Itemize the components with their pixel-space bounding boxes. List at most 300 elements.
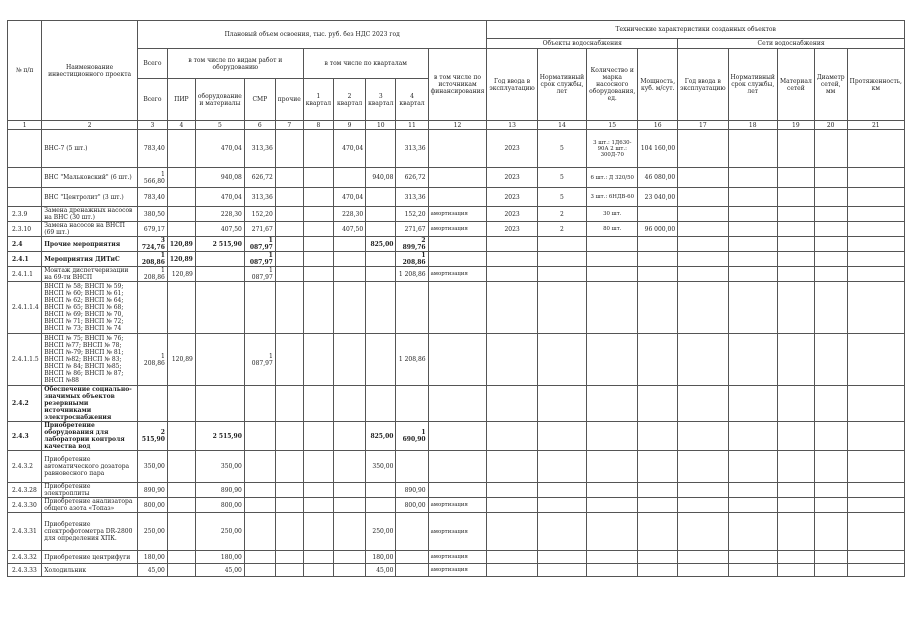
- project-name: Прочие мероприятия: [42, 237, 138, 252]
- pir-value: [167, 207, 195, 222]
- equipment-value: [195, 267, 244, 282]
- header-by-work-types: в том числе по видам работ и оборудованию: [167, 49, 303, 79]
- other-value: [275, 252, 303, 267]
- total-value: 1 208,86: [137, 267, 167, 282]
- network-year: [678, 551, 728, 564]
- network-length: [847, 168, 904, 188]
- equipment-value: 180,00: [195, 551, 244, 564]
- pump-equipment: [587, 267, 638, 282]
- header-planned-volume: Плановый объем освоения, тыс. руб. без НДС 2023 год: [137, 21, 486, 49]
- network-year: [678, 130, 728, 168]
- pir-value: [167, 513, 195, 551]
- network-year: [678, 207, 728, 222]
- q4-value: 313,36: [396, 130, 428, 168]
- pir-value: [167, 422, 195, 451]
- q1-value: [303, 386, 333, 422]
- network-length: [847, 422, 904, 451]
- capacity-value: [638, 422, 678, 451]
- row-number: [8, 188, 42, 207]
- equipment-value: 350,00: [195, 451, 244, 483]
- pir-value: 120,89: [167, 334, 195, 386]
- pir-value: [167, 451, 195, 483]
- col-number: 6: [244, 121, 275, 130]
- q2-value: [334, 282, 366, 334]
- col-number: 20: [814, 121, 847, 130]
- q1-value: [303, 267, 333, 282]
- equipment-value: 2 515,90: [195, 422, 244, 451]
- normative-life: [537, 564, 586, 577]
- header-wo-qty: Количество и марка насосного оборудования, ед.: [587, 49, 638, 121]
- network-year: [678, 168, 728, 188]
- network-diameter: [814, 222, 847, 237]
- table-row: [8, 498, 905, 513]
- row-number: 2.4.1.1: [8, 267, 42, 282]
- q4-value: 152,20: [396, 207, 428, 222]
- network-year: [678, 513, 728, 551]
- table-body: [8, 130, 905, 577]
- q2-value: [334, 386, 366, 422]
- q1-value: [303, 222, 333, 237]
- header-water-objects: Объекты водоснабжения: [487, 39, 678, 49]
- network-material: [777, 188, 814, 207]
- total-value: 890,90: [137, 483, 167, 498]
- pump-equipment: [587, 483, 638, 498]
- equipment-value: 2 515,90: [195, 237, 244, 252]
- col-number: 4: [167, 121, 195, 130]
- row-number: 2.3.9: [8, 207, 42, 222]
- equipment-value: [195, 334, 244, 386]
- network-diameter: [814, 237, 847, 252]
- q4-value: 2 899,76: [396, 237, 428, 252]
- row-number: 2.4.3.2: [8, 451, 42, 483]
- network-year: [678, 386, 728, 422]
- commissioning-year: [487, 513, 537, 551]
- equipment-value: 407,50: [195, 222, 244, 237]
- network-length: [847, 207, 904, 222]
- capacity-value: [638, 551, 678, 564]
- q2-value: [334, 334, 366, 386]
- network-length: [847, 386, 904, 422]
- project-name: ВНС-7 (5 шт.): [42, 130, 138, 168]
- normative-life: [537, 513, 586, 551]
- header-q2: 2 квартал: [334, 79, 366, 121]
- network-material: [777, 564, 814, 577]
- total-value: 350,00: [137, 451, 167, 483]
- capacity-value: [638, 386, 678, 422]
- row-number: 2.4.2: [8, 386, 42, 422]
- col-number: 9: [334, 121, 366, 130]
- network-length: [847, 267, 904, 282]
- pump-equipment: [587, 386, 638, 422]
- commissioning-year: 2023: [487, 222, 537, 237]
- commissioning-year: [487, 237, 537, 252]
- q2-value: 228,30: [334, 207, 366, 222]
- network-material: [777, 386, 814, 422]
- network-material: [777, 130, 814, 168]
- pir-value: [167, 222, 195, 237]
- network-length: [847, 252, 904, 267]
- header-name: Наименование инвестиционного проекта: [42, 21, 138, 121]
- network-normative-life: [728, 422, 777, 451]
- network-material: [777, 498, 814, 513]
- network-normative-life: [728, 386, 777, 422]
- q4-value: [396, 551, 428, 564]
- network-year: [678, 267, 728, 282]
- other-value: [275, 451, 303, 483]
- pump-equipment: [587, 422, 638, 451]
- q4-value: [396, 386, 428, 422]
- header-wn-diameter: Диаметр сетей, мм: [814, 49, 847, 121]
- commissioning-year: 2023: [487, 207, 537, 222]
- smr-value: [244, 386, 275, 422]
- pir-value: [167, 168, 195, 188]
- table-row: [8, 188, 905, 207]
- network-diameter: [814, 252, 847, 267]
- q2-value: [334, 483, 366, 498]
- smr-value: 313,36: [244, 188, 275, 207]
- header-q4: 4 квартал: [396, 79, 428, 121]
- total-value: 180,00: [137, 551, 167, 564]
- q4-value: 313,36: [396, 188, 428, 207]
- col-number: 17: [678, 121, 728, 130]
- q3-value: [366, 282, 396, 334]
- network-material: [777, 252, 814, 267]
- network-diameter: [814, 334, 847, 386]
- other-value: [275, 386, 303, 422]
- network-material: [777, 207, 814, 222]
- total-value: 800,00: [137, 498, 167, 513]
- q4-value: 1 208,86: [396, 267, 428, 282]
- normative-life: [537, 282, 586, 334]
- total-value: 1 208,86: [137, 252, 167, 267]
- network-diameter: [814, 282, 847, 334]
- table-row: [8, 451, 905, 483]
- pir-value: [167, 188, 195, 207]
- q3-value: [366, 386, 396, 422]
- network-normative-life: [728, 551, 777, 564]
- financing-source: [428, 252, 487, 267]
- project-name: Приобретение автоматического дозатора равновесного пара: [42, 451, 138, 483]
- header-tech-chars: Технические характеристики созданных объектов: [487, 21, 905, 39]
- project-name: Приобретение электроплиты: [42, 483, 138, 498]
- table-row: [8, 207, 905, 222]
- q3-value: 350,00: [366, 451, 396, 483]
- pir-value: 120,89: [167, 252, 195, 267]
- network-length: [847, 237, 904, 252]
- network-length: [847, 451, 904, 483]
- financing-source: [428, 451, 487, 483]
- network-normative-life: [728, 483, 777, 498]
- row-number: [8, 130, 42, 168]
- q3-value: [366, 130, 396, 168]
- table-row: [8, 513, 905, 551]
- network-year: [678, 252, 728, 267]
- table-header: [8, 21, 905, 130]
- pump-equipment: 3 шт.: 1Д630-90А 2 шт.: 300Д-70: [587, 130, 638, 168]
- smr-value: 1 087,97: [244, 252, 275, 267]
- capacity-value: [638, 498, 678, 513]
- pump-equipment: 30 шт.: [587, 207, 638, 222]
- smr-value: [244, 498, 275, 513]
- q3-value: 45,00: [366, 564, 396, 577]
- table-row: [8, 483, 905, 498]
- normative-life: [537, 422, 586, 451]
- network-normative-life: [728, 237, 777, 252]
- total-value: 1 208,86: [137, 334, 167, 386]
- network-normative-life: [728, 451, 777, 483]
- table-row: [8, 222, 905, 237]
- other-value: [275, 483, 303, 498]
- smr-value: [244, 282, 275, 334]
- network-length: [847, 498, 904, 513]
- commissioning-year: [487, 498, 537, 513]
- financing-source: [428, 282, 487, 334]
- pump-equipment: [587, 498, 638, 513]
- other-value: [275, 334, 303, 386]
- total-value: [137, 282, 167, 334]
- col-number: 10: [366, 121, 396, 130]
- network-year: [678, 282, 728, 334]
- project-name: Обеспечение социально-значимых объектов резервными источниками электроснабжения: [42, 386, 138, 422]
- q2-value: 470,04: [334, 130, 366, 168]
- network-normative-life: [728, 564, 777, 577]
- project-name: Приобретение оборудования для лаборатории контроля качества вод: [42, 422, 138, 451]
- q2-value: [334, 551, 366, 564]
- commissioning-year: 2023: [487, 188, 537, 207]
- row-number: 2.4.1: [8, 252, 42, 267]
- equipment-value: 890,90: [195, 483, 244, 498]
- pump-equipment: [587, 451, 638, 483]
- equipment-value: 940,08: [195, 168, 244, 188]
- smr-value: [244, 483, 275, 498]
- network-normative-life: [728, 252, 777, 267]
- q4-value: 890,90: [396, 483, 428, 498]
- financing-source: [428, 483, 487, 498]
- network-material: [777, 237, 814, 252]
- commissioning-year: 2023: [487, 168, 537, 188]
- network-length: [847, 551, 904, 564]
- table-row: [8, 168, 905, 188]
- normative-life: [537, 498, 586, 513]
- network-normative-life: [728, 334, 777, 386]
- financing-source: [428, 168, 487, 188]
- other-value: [275, 282, 303, 334]
- pump-equipment: [587, 564, 638, 577]
- q3-value: [366, 188, 396, 207]
- q3-value: [366, 222, 396, 237]
- pir-value: [167, 386, 195, 422]
- q2-value: [334, 267, 366, 282]
- row-number: 2.4.3.30: [8, 498, 42, 513]
- capacity-value: 96 000,00: [638, 222, 678, 237]
- commissioning-year: [487, 422, 537, 451]
- other-value: [275, 207, 303, 222]
- capacity-value: [638, 334, 678, 386]
- q4-value: [396, 513, 428, 551]
- commissioning-year: [487, 483, 537, 498]
- project-name: Приобретение анализатора общего азота «Топаз»: [42, 498, 138, 513]
- q3-value: 825,00: [366, 422, 396, 451]
- q4-value: [396, 282, 428, 334]
- q4-value: [396, 564, 428, 577]
- table-row: [8, 267, 905, 282]
- financing-source: амортизация: [428, 222, 487, 237]
- table-row: [8, 130, 905, 168]
- financing-source: [428, 188, 487, 207]
- equipment-value: 45,00: [195, 564, 244, 577]
- financing-source: амортизация: [428, 564, 487, 577]
- capacity-value: 23 040,00: [638, 188, 678, 207]
- table-row: [8, 334, 905, 386]
- normative-life: 5: [537, 188, 586, 207]
- total-value: 679,17: [137, 222, 167, 237]
- q3-value: [366, 498, 396, 513]
- smr-value: 313,36: [244, 130, 275, 168]
- q1-value: [303, 564, 333, 577]
- pir-value: 120,89: [167, 267, 195, 282]
- total-value: 1 566,80: [137, 168, 167, 188]
- header-q1: 1 квартал: [303, 79, 333, 121]
- network-normative-life: [728, 168, 777, 188]
- q1-value: [303, 188, 333, 207]
- network-year: [678, 188, 728, 207]
- investment-program-table: [7, 20, 905, 577]
- project-name: ВНС "Центролит" (3 шт.): [42, 188, 138, 207]
- normative-life: [537, 237, 586, 252]
- network-normative-life: [728, 498, 777, 513]
- financing-source: [428, 386, 487, 422]
- q4-value: 1 208,86: [396, 252, 428, 267]
- row-number: 2.4.3.28: [8, 483, 42, 498]
- capacity-value: 46 080,00: [638, 168, 678, 188]
- table-row: [8, 564, 905, 577]
- network-material: [777, 168, 814, 188]
- smr-value: 1 087,97: [244, 237, 275, 252]
- table-row: [8, 282, 905, 334]
- normative-life: [537, 386, 586, 422]
- q3-value: 825,00: [366, 237, 396, 252]
- col-number: 7: [275, 121, 303, 130]
- col-number: 2: [42, 121, 138, 130]
- capacity-value: [638, 513, 678, 551]
- commissioning-year: [487, 451, 537, 483]
- pump-equipment: [587, 334, 638, 386]
- col-number: 3: [137, 121, 167, 130]
- header-total: Всего: [137, 49, 167, 79]
- commissioning-year: [487, 564, 537, 577]
- q1-value: [303, 422, 333, 451]
- q1-value: [303, 237, 333, 252]
- equipment-value: [195, 386, 244, 422]
- pump-equipment: 3 шт.: 6НДВ-60: [587, 188, 638, 207]
- header-equipment: оборудование и материалы: [195, 79, 244, 121]
- col-number: 19: [777, 121, 814, 130]
- col-number: 16: [638, 121, 678, 130]
- q2-value: [334, 498, 366, 513]
- smr-value: [244, 451, 275, 483]
- q1-value: [303, 130, 333, 168]
- table-row: [8, 386, 905, 422]
- network-diameter: [814, 513, 847, 551]
- q4-value: 1 208,86: [396, 334, 428, 386]
- header-other: прочие: [275, 79, 303, 121]
- capacity-value: [638, 451, 678, 483]
- pir-value: [167, 564, 195, 577]
- project-name: ВНСП № 75; ВНСП № 76; ВНСП №77; ВНСП № 78; ВНСП №-79; ВНСП № 81; ВНСП №82; ВНСП № 83; ВНСП № 84; ВНСП №85; ВНСП № 86; ВНСП № 87; ВНСП №88: [42, 334, 138, 386]
- equipment-value: 800,00: [195, 498, 244, 513]
- commissioning-year: 2023: [487, 130, 537, 168]
- q4-value: 800,00: [396, 498, 428, 513]
- smr-value: [244, 422, 275, 451]
- q1-value: [303, 498, 333, 513]
- q1-value: [303, 551, 333, 564]
- capacity-value: [638, 483, 678, 498]
- normative-life: 5: [537, 130, 586, 168]
- other-value: [275, 498, 303, 513]
- q2-value: [334, 513, 366, 551]
- q3-value: 250,00: [366, 513, 396, 551]
- network-diameter: [814, 422, 847, 451]
- q3-value: 180,00: [366, 551, 396, 564]
- row-number: 2.4.3.32: [8, 551, 42, 564]
- header-wn-norm: Нормативный срок службы, лет: [728, 49, 777, 121]
- q1-value: [303, 207, 333, 222]
- investment-table-sheet: [7, 20, 905, 577]
- network-normative-life: [728, 222, 777, 237]
- network-normative-life: [728, 130, 777, 168]
- pir-value: [167, 551, 195, 564]
- network-year: [678, 422, 728, 451]
- capacity-value: [638, 282, 678, 334]
- network-normative-life: [728, 282, 777, 334]
- pump-equipment: [587, 551, 638, 564]
- project-name: Приобретение спектрофотометра DR-2800 для определения ХПК.: [42, 513, 138, 551]
- col-number: 14: [537, 121, 586, 130]
- network-diameter: [814, 498, 847, 513]
- commissioning-year: [487, 282, 537, 334]
- col-number: 15: [587, 121, 638, 130]
- other-value: [275, 130, 303, 168]
- financing-source: [428, 334, 487, 386]
- equipment-value: 470,04: [195, 130, 244, 168]
- capacity-value: [638, 267, 678, 282]
- total-value: 783,40: [137, 130, 167, 168]
- network-year: [678, 334, 728, 386]
- network-length: [847, 130, 904, 168]
- project-name: Холодильник: [42, 564, 138, 577]
- q2-value: [334, 168, 366, 188]
- smr-value: [244, 551, 275, 564]
- other-value: [275, 237, 303, 252]
- network-diameter: [814, 207, 847, 222]
- network-material: [777, 551, 814, 564]
- normative-life: [537, 483, 586, 498]
- q1-value: [303, 513, 333, 551]
- network-normative-life: [728, 513, 777, 551]
- header-wo-norm: Нормативный срок службы, лет: [537, 49, 586, 121]
- normative-life: [537, 551, 586, 564]
- financing-source: амортизация: [428, 267, 487, 282]
- financing-source: амортизация: [428, 513, 487, 551]
- q2-value: [334, 564, 366, 577]
- row-number: 2.3.10: [8, 222, 42, 237]
- other-value: [275, 188, 303, 207]
- q1-value: [303, 451, 333, 483]
- header-smr: СМР: [244, 79, 275, 121]
- table-row: [8, 252, 905, 267]
- network-year: [678, 498, 728, 513]
- network-length: [847, 564, 904, 577]
